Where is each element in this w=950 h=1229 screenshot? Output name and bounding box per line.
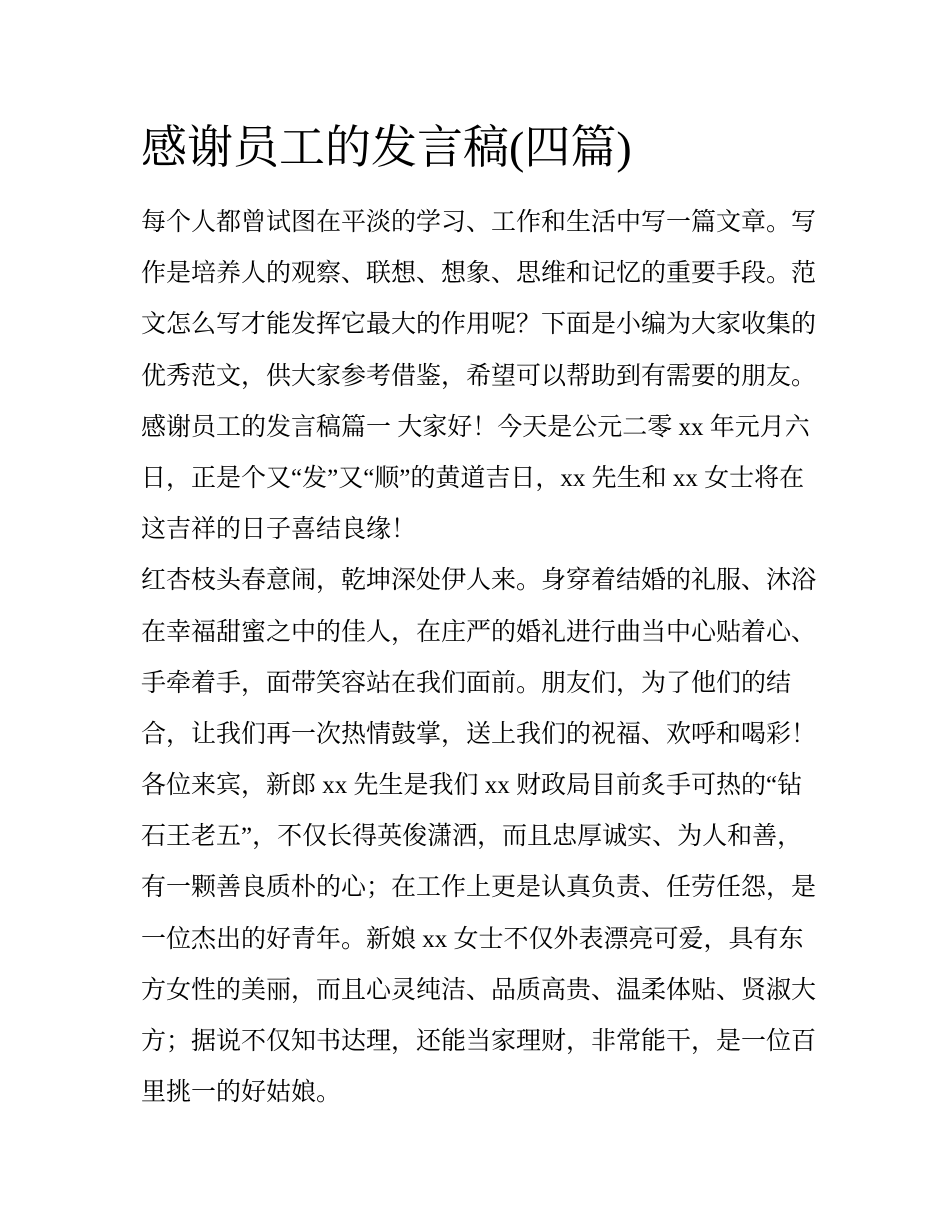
body-line-11: 合，让我们再一次热情鼓掌，送上我们的祝福、欢呼和喝彩！ — [141, 720, 817, 748]
body-line-12: 各位来宾，新郎 xx 先生是我们 xx 财政局目前炙手可热的“钻 — [141, 772, 803, 800]
body-line-8: 红杏枝头春意闹，乾坤深处伊人来。身穿着结婚的礼服、沐浴 — [141, 567, 817, 595]
body-line-18: 里挑一的好姑娘。 — [141, 1079, 342, 1107]
body-line-6: 日，正是个又“发”又“顺”的黄道吉日，xx 先生和 xx 女士将在 — [141, 464, 805, 492]
body-line-10: 手牵着手，面带笑容站在我们面前。朋友们，为了他们的结 — [141, 669, 792, 697]
body-line-4: 优秀范文，供大家参考借鉴，希望可以帮助到有需要的朋友。 — [141, 362, 817, 390]
body-line-3: 文怎么写才能发挥它最大的作用呢？下面是小编为大家收集的 — [141, 311, 817, 339]
body-line-17: 方；据说不仅知书达理，还能当家理财，非常能干，是一位百 — [141, 1028, 817, 1055]
body-line-14: 有一颗善良质朴的心；在工作上更是认真负责、任劳任怨，是 — [141, 874, 817, 902]
body-line-2: 作是培养人的观察、联想、想象、思维和记忆的重要手段。范 — [141, 260, 817, 288]
body-line-5: 感谢员工的发言稿篇一 大家好！今天是公元二零 xx 年元月六 — [141, 413, 810, 441]
body-line-9: 在幸福甜蜜之中的佳人，在庄严的婚礼进行曲当中心贴着心、 — [141, 618, 817, 646]
document-body — [141, 197, 821, 1118]
document-title: 感谢员工的发言稿(四篇) — [141, 122, 632, 173]
body-line-7: 这吉祥的日子喜结良缘！ — [141, 516, 417, 544]
body-line-16: 方女性的美丽，而且心灵纯洁、品质高贵、温柔体贴、贤淑大 — [141, 976, 817, 1004]
body-line-1: 每个人都曾试图在平淡的学习、工作和生活中写一篇文章。写 — [141, 209, 817, 236]
body-line-13: 石王老五”，不仅长得英俊潇洒，而且忠厚诚实、为人和善， — [141, 823, 803, 851]
body-line-15: 一位杰出的好青年。新娘 xx 女士不仅外表漂亮可爱，具有东 — [141, 925, 804, 953]
